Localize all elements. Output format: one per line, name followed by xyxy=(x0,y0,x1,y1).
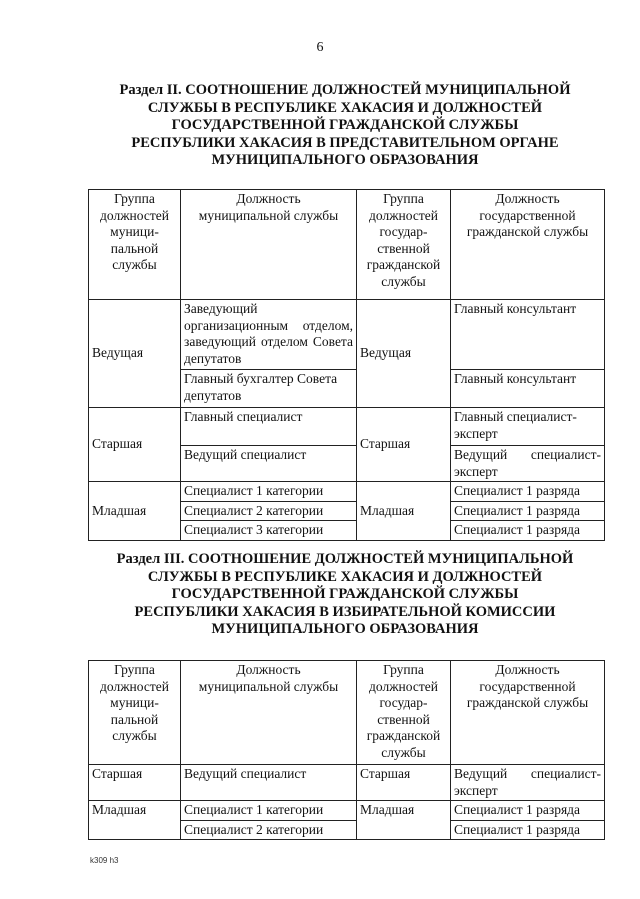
table-header-row xyxy=(89,190,605,300)
group-cell: Старшая xyxy=(89,765,181,801)
municipal-position-cell: Специалист 1 категории xyxy=(181,801,357,821)
header-state-position: Должность государственной гражданской службы xyxy=(451,661,605,765)
title-line: МУНИЦИПАЛЬНОГО ОБРАЗОВАНИЯ xyxy=(211,152,479,168)
section-3-title xyxy=(90,551,600,639)
state-position-cell: Специалист 1 разряда xyxy=(451,501,605,521)
municipal-position-cell: Специалист 2 категории xyxy=(181,820,357,840)
state-group-cell: Младшая xyxy=(357,801,451,840)
municipal-position-cell: Специалист 1 категории xyxy=(181,482,357,502)
state-position-cell: Специалист 1 разряда xyxy=(451,521,605,541)
title-line: ГОСУДАРСТВЕННОЙ ГРАЖДАНСКОЙ СЛУЖБЫ xyxy=(171,586,519,602)
state-group-cell: Старшая xyxy=(357,408,451,482)
title-line: СЛУЖБЫ В РЕСПУБЛИКЕ ХАКАСИЯ И ДОЛЖНОСТЕЙ xyxy=(147,568,543,585)
state-position-cell: Специалист 1 разряда xyxy=(451,820,605,840)
page-number: 6 xyxy=(316,40,324,55)
municipal-position-cell: Ведущий специалист xyxy=(181,765,357,801)
municipal-position-cell: Главный бухгалтер Совета депутатов xyxy=(181,370,357,408)
table-header-row xyxy=(89,661,605,765)
header-group-state: Группа должностей государ- ственной гражданской службы xyxy=(357,190,451,300)
title-line: СЛУЖБЫ В РЕСПУБЛИКЕ ХАКАСИЯ И ДОЛЖНОСТЕЙ xyxy=(147,99,543,116)
group-cell: Старшая xyxy=(89,408,181,482)
municipal-position-cell: Специалист 2 категории xyxy=(181,501,357,521)
section-2-title xyxy=(90,82,600,170)
section-3-table xyxy=(88,660,605,840)
header-group-municipal: Группа должностей муници- пальной службы xyxy=(89,190,181,300)
state-group-cell: Старшая xyxy=(357,765,451,801)
group-cell: Ведущая xyxy=(89,300,181,408)
title-line: Раздел III. СООТНОШЕНИЕ ДОЛЖНОСТЕЙ МУНИЦИПАЛЬНОЙ xyxy=(116,551,574,567)
title-line: Раздел II. СООТНОШЕНИЕ ДОЛЖНОСТЕЙ МУНИЦИПАЛЬНОЙ xyxy=(119,82,571,98)
title-line: РЕСПУБЛИКИ ХАКАСИЯ В ПРЕДСТАВИТЕЛЬНОМ ОРГАНЕ xyxy=(131,134,559,151)
header-municipal-position: Должность муниципальной службы xyxy=(181,190,357,300)
table-row xyxy=(89,765,605,801)
group-cell: Младшая xyxy=(89,482,181,541)
table-row xyxy=(89,482,605,502)
footer-code: k309 h3 xyxy=(90,856,119,865)
municipal-position-cell: Ведущий специалист xyxy=(181,446,357,482)
header-group-municipal: Группа должностей муници- пальной службы xyxy=(89,661,181,765)
header-municipal-position: Должность муниципальной службы xyxy=(181,661,357,765)
state-position-cell: Ведущий специалист-эксперт xyxy=(451,446,605,482)
state-group-cell: Младшая xyxy=(357,482,451,541)
state-position-cell: Главный специалист-эксперт xyxy=(451,408,605,446)
state-position-cell: Специалист 1 разряда xyxy=(451,801,605,821)
municipal-position-cell: Главный специалист xyxy=(181,408,357,446)
header-state-position: Должность государственной гражданской службы xyxy=(451,190,605,300)
title-line: ГОСУДАРСТВЕННОЙ ГРАЖДАНСКОЙ СЛУЖБЫ xyxy=(171,117,519,133)
state-position-cell: Главный консультант xyxy=(451,370,605,408)
municipal-position-cell: Специалист 3 категории xyxy=(181,521,357,541)
group-cell: Младшая xyxy=(89,801,181,840)
table-row xyxy=(89,408,605,446)
state-group-cell: Ведущая xyxy=(357,300,451,408)
municipal-position-cell: Заведующий организационным отделом, заведующий отделом Совета депутатов xyxy=(181,300,357,370)
state-position-cell: Главный консультант xyxy=(451,300,605,370)
state-position-cell: Ведущий специалист-эксперт xyxy=(451,765,605,801)
state-position-cell: Специалист 1 разряда xyxy=(451,482,605,502)
title-line: МУНИЦИПАЛЬНОГО ОБРАЗОВАНИЯ xyxy=(211,621,479,637)
title-line: РЕСПУБЛИКИ ХАКАСИЯ В ИЗБИРАТЕЛЬНОЙ КОМИССИИ xyxy=(134,603,556,620)
header-group-state: Группа должностей государ- ственной гражданской службы xyxy=(357,661,451,765)
section-2-table xyxy=(88,189,605,541)
table-row xyxy=(89,801,605,821)
table-row xyxy=(89,300,605,370)
